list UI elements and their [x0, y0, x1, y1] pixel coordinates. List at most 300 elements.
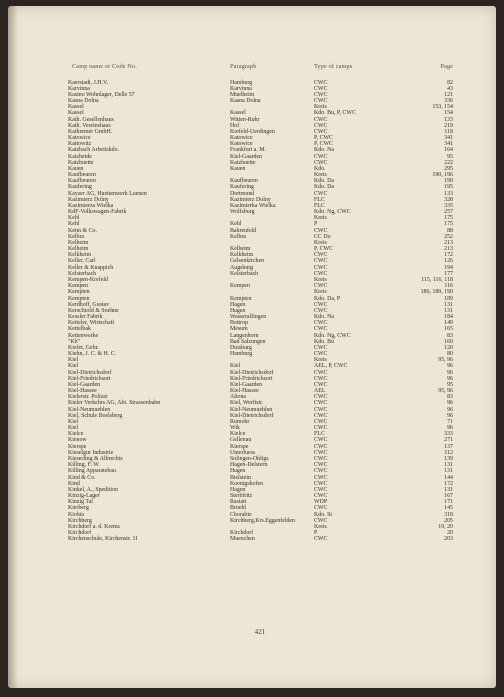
page-ref-cell: 88	[447, 227, 453, 234]
camp-name-cell: Kiel	[68, 357, 79, 364]
camp-name-cell: Kempten	[68, 295, 90, 302]
page-ref-cell: 177	[444, 270, 453, 277]
camp-name-cell: Kieserling & Albrechts	[68, 455, 123, 462]
page-ref-cell: 190	[444, 178, 453, 185]
page-ref-cell: 82	[447, 79, 453, 86]
header-page: Page	[440, 63, 453, 70]
paragraph-cell: Muelheim	[230, 91, 255, 98]
page-ref-cell: 131	[444, 307, 453, 314]
camp-name-cell: Kerschtold & Soehne	[68, 307, 119, 314]
page-ref-cell: 116	[444, 283, 453, 290]
page-ref-cell: 171	[444, 499, 453, 506]
camp-type-cell: Kreis	[314, 357, 327, 364]
camp-type-cell: CWC	[314, 369, 328, 376]
camp-name-cell: Katzheide	[68, 153, 92, 160]
camp-type-cell: CWC	[314, 480, 328, 487]
camp-type-cell: Kreis	[314, 215, 327, 222]
camp-name-cell: Kirchenschule, Kirchenstr. 11	[68, 536, 139, 543]
camp-type-cell: Kdo. Da, P	[314, 295, 341, 302]
camp-type-cell: CWC	[314, 468, 328, 475]
camp-name-cell: Kelbra	[68, 233, 85, 240]
table-row	[8, 536, 496, 542]
page-ref-cell: 19, 20	[438, 523, 453, 530]
paragraph-cell: Kaufering	[230, 184, 254, 191]
page-ref-cell: 120	[444, 344, 453, 351]
paragraph-cell: Hagen-Delstern	[230, 462, 268, 469]
page-ref-cell: 95, 96	[438, 357, 453, 364]
column-header	[8, 63, 496, 73]
camp-type-cell: CWC	[314, 425, 328, 432]
camp-type-cell: Kdo. Na	[314, 314, 334, 321]
page-ref-cell: 172	[444, 252, 453, 259]
camp-name-cell: Kempen-Krefeld	[68, 277, 108, 283]
camp-type-cell: CWC	[314, 437, 328, 444]
camp-name-cell: Kerdhoff, Gustav	[68, 301, 110, 308]
camp-type-cell: CWC	[314, 406, 328, 413]
camp-type-cell: AEL, P, CWC	[314, 363, 348, 370]
paragraph-cell: Rumohr	[230, 418, 250, 425]
camp-name-cell: Kelsterbach	[68, 270, 97, 277]
paragraph-cell: Langenhorn	[230, 332, 259, 339]
paragraph-cell: Kazimierz Dolny	[230, 196, 271, 203]
camp-name-cell: Kelheim	[68, 246, 89, 253]
camp-name-cell: Kath. Vereinshaus	[68, 122, 111, 129]
page-ref-cell: 222	[444, 159, 453, 166]
camp-listing	[8, 80, 496, 543]
page-ref-cell: 195	[444, 184, 453, 191]
camp-name-cell: Kelkheim	[68, 252, 92, 259]
page-ref-cell: 335	[444, 202, 453, 209]
camp-type-cell: CWC	[314, 91, 328, 98]
paragraph-cell: Kehl	[230, 221, 242, 228]
page-ref-cell: 333	[444, 431, 453, 438]
paragraph-cell: Katzhuette	[230, 159, 256, 166]
page-ref-cell: 160	[444, 338, 453, 345]
paragraph-cell: Kazimierka Wielka	[230, 202, 276, 209]
camp-name-cell: Kiel	[68, 363, 79, 370]
camp-type-cell: CWC	[314, 258, 328, 265]
paragraph-cell: Frankfurt a. M.	[230, 147, 266, 154]
camp-name-cell: Kayser AG, Huettenwerk Luenen	[68, 190, 147, 197]
page-ref-cell: 71	[447, 418, 453, 425]
camp-type-cell: P, CWC	[314, 246, 333, 253]
camp-name-cell: Killing, F. W.	[68, 462, 100, 469]
camp-type-cell: CWC	[314, 116, 328, 123]
page-ref-cell: 96	[447, 369, 453, 376]
paragraph-cell: Kiel-Hassee	[230, 388, 259, 395]
camp-name-cell: Kiel-Dietrichsdorf	[68, 369, 112, 376]
page-ref-cell: 213	[444, 246, 453, 253]
camp-type-cell: CWC	[314, 252, 328, 259]
page-ref-cell: 154	[444, 110, 453, 117]
camp-type-cell: CWC	[314, 122, 328, 129]
page-ref-cell: 190, 196	[432, 172, 453, 179]
header-paragraph: Paragraph	[230, 63, 257, 70]
camp-type-cell: P, CWC	[314, 135, 333, 142]
camp-type-cell: Kdo. Da	[314, 178, 334, 185]
paragraph-cell: Rastatt	[230, 499, 247, 506]
camp-type-cell: Kreis	[314, 289, 327, 296]
camp-name-cell: Kinkel, A., Spedition	[68, 486, 118, 493]
paragraph-cell: Kempen	[230, 283, 250, 290]
document-page	[8, 6, 496, 688]
page-ref-cell: 153, 154	[432, 104, 453, 111]
page-ref-cell: 145	[444, 505, 453, 512]
camp-name-cell: Kasino Wohnlager, Delle 57	[68, 91, 135, 98]
camp-name-cell: Kath. Gesellenhaus	[68, 116, 114, 123]
camp-name-cell: Kiel-Neumuehlen	[68, 406, 111, 413]
camp-type-cell: CWC	[314, 474, 328, 481]
camp-type-cell: CWC	[314, 394, 328, 401]
camp-type-cell: Kdo. Bu	[314, 338, 334, 345]
camp-type-cell: CWC	[314, 128, 328, 135]
page-ref-cell: 115, 116, 118	[421, 277, 453, 283]
page-ref-cell: 133	[444, 116, 453, 123]
page-ref-cell: 131	[444, 301, 453, 308]
paragraph-cell: Kempten	[230, 295, 252, 302]
camp-name-cell: Kinzig-Lager	[68, 493, 100, 500]
paragraph-cell: Hamburg	[230, 351, 253, 358]
camp-name-cell: Katowice	[68, 135, 91, 142]
page-ref-cell: 95	[447, 153, 453, 160]
camp-type-cell: CWC	[314, 344, 328, 351]
page-ref-cell: 80	[447, 351, 453, 358]
paragraph-cell: Hagen	[230, 486, 246, 493]
paragraph-cell: Bielstein	[230, 474, 251, 481]
page-ref-cell: 194	[444, 264, 453, 271]
paragraph-cell: Kassel	[230, 110, 246, 117]
page-ref-cell: 83	[447, 332, 453, 339]
camp-name-cell: Kind & Co.	[68, 474, 96, 481]
page-ref-cell: 126	[444, 258, 453, 265]
camp-type-cell: CWC	[314, 98, 328, 105]
camp-name-cell: Killing Apparatebau	[68, 468, 116, 475]
camp-type-cell: CWC	[314, 449, 328, 456]
paragraph-cell: Kiel-Dietrichsdorf	[230, 412, 274, 419]
page-ref-cell: 95, 96	[438, 388, 453, 395]
paragraph-cell: Kiel-Dietrichsdorf	[230, 369, 274, 376]
camp-name-cell: Kaufering	[68, 184, 92, 191]
page-ref-cell: 149	[444, 320, 453, 327]
header-camp-name: Camp name or Code No.	[72, 63, 137, 70]
camp-type-cell: P, CWC	[314, 141, 333, 148]
page-ref-cell: 118	[444, 128, 453, 135]
page-ref-cell: 341	[444, 141, 453, 148]
camp-type-cell: WDP	[314, 499, 328, 506]
camp-name-cell: Kierberg	[68, 505, 89, 512]
camp-type-cell: CWC	[314, 351, 328, 358]
camp-name-cell: Kauen	[68, 165, 84, 172]
camp-name-cell: Katzhuette	[68, 159, 94, 166]
camp-name-cell: Katzbach Arbeitskdo.	[68, 147, 120, 154]
camp-name-cell: Kassel	[68, 110, 84, 117]
camp-type-cell: P	[314, 530, 318, 537]
camp-type-cell: Kreis	[314, 104, 327, 111]
paragraph-cell: Witten-Ruhr	[230, 116, 260, 123]
camp-type-cell: CWC	[314, 320, 328, 327]
paragraph-cell: Katowice	[230, 135, 253, 142]
page-ref-cell: 139	[444, 455, 453, 462]
camp-name-cell: Keller & Knappich	[68, 264, 114, 271]
paragraph-cell: Kiel, Werftstr.	[230, 400, 264, 407]
camp-type-cell: FLC	[314, 431, 325, 438]
camp-name-cell: Kirchdorf a. d. Krems	[68, 523, 120, 530]
camp-type-cell: CWC	[314, 159, 328, 166]
camp-name-cell: Kiehn, J. C. & H. C.	[68, 351, 117, 358]
camp-name-cell: Kinzig Tal	[68, 499, 93, 506]
page-ref-cell: 83	[447, 394, 453, 401]
paragraph-cell: Kirchberg,Krs.Eggenfelden	[230, 517, 295, 524]
paragraph-cell: Duisburg	[230, 344, 252, 351]
page-ref-cell: 295	[444, 165, 453, 172]
page-ref-cell: 121	[444, 91, 453, 98]
camp-type-cell: CWC	[314, 79, 328, 86]
camp-name-cell: Kind	[68, 480, 80, 487]
page-ref-cell: 165	[444, 326, 453, 333]
paragraph-cell: Bottrop	[230, 320, 248, 327]
page-ref-cell: 96	[447, 412, 453, 419]
paragraph-cell: Wik	[230, 425, 240, 432]
camp-name-cell: Kielerstr. Polizei	[68, 394, 108, 401]
paragraph-cell: Hagen	[230, 301, 246, 308]
paragraph-cell: Kelheim	[230, 246, 251, 253]
camp-type-cell: FLC	[314, 196, 325, 203]
camp-name-cell: Kaerstadt, J.H.V.	[68, 79, 108, 86]
page-ref-cell: 257	[444, 209, 453, 216]
header-type-of-camps: Type of camps	[314, 63, 353, 70]
page-ref-cell: 133	[444, 190, 453, 197]
camp-name-cell: Kettenwerke	[68, 332, 99, 339]
page-ref-cell: 175	[444, 215, 453, 222]
paragraph-cell: Hagen	[230, 307, 246, 314]
paragraph-cell: Katowice	[230, 141, 253, 148]
camp-type-cell: Kdo.	[314, 165, 326, 172]
page-ref-cell: 175	[444, 221, 453, 228]
page-ref-cell: 341	[444, 135, 453, 142]
page-ref-cell: 20	[447, 530, 453, 537]
page-ref-cell: 167	[444, 493, 453, 500]
camp-type-cell: CWC	[314, 400, 328, 407]
camp-name-cell: Kiobia	[68, 511, 85, 518]
page-ref-cell: 131	[444, 468, 453, 475]
page-ref-cell: 252	[444, 233, 453, 240]
camp-name-cell: Kirchberg	[68, 517, 92, 524]
page-ref-cell: 271	[444, 437, 453, 444]
camp-name-cell: Ketteler, Wirtschaft	[68, 320, 115, 327]
paragraph-cell: Kielce	[230, 431, 246, 438]
camp-type-cell: CWC	[314, 85, 328, 92]
page-ref-cell: 203	[444, 536, 453, 543]
camp-type-cell: CWC	[314, 326, 328, 333]
paragraph-cell: Hamburg	[230, 79, 253, 86]
paragraph-cell: Koenigshofen	[230, 480, 264, 487]
paragraph-cell: Kirchdorf	[230, 530, 254, 537]
camp-name-cell: Kiel, Schule Boelsberg	[68, 412, 123, 419]
page-ref-cell: 96	[447, 425, 453, 432]
paragraph-cell: Altona	[230, 394, 247, 401]
paragraph-cell: Kiel	[230, 363, 241, 370]
camp-type-cell: Kdo. Da	[314, 184, 334, 191]
page-ref-cell: 219	[444, 122, 453, 129]
camp-type-cell: FLC	[314, 202, 325, 209]
page-ref-cell: 186, 189, 190	[420, 289, 453, 296]
camp-type-cell: CWC	[314, 517, 328, 524]
camp-type-cell: CWC	[314, 375, 328, 382]
camp-name-cell: Kierspe	[68, 443, 87, 450]
page-ref-cell: 189	[444, 295, 453, 302]
camp-name-cell: Kattowitz	[68, 141, 92, 148]
camp-name-cell: Kiel-Friedrichsort	[68, 375, 111, 382]
camp-type-cell: CWC	[314, 381, 328, 388]
paragraph-cell: Muenchen	[230, 536, 255, 543]
page-ref-cell: 131	[444, 486, 453, 493]
camp-type-cell: CWC	[314, 443, 328, 450]
paragraph-cell: Wolfsburg	[230, 209, 255, 216]
camp-type-cell: CWC	[314, 462, 328, 469]
camp-name-cell: Kasna Dolna	[68, 98, 99, 105]
page-number	[8, 628, 496, 636]
paragraph-cell: Kiel-Neumuehlen	[230, 406, 273, 413]
camp-type-cell: CWC	[314, 270, 328, 277]
paragraph-cell: Kierspe	[230, 443, 249, 450]
paragraph-cell: Krefeld-Uerdingen	[230, 128, 275, 135]
paragraph-cell: Unterluess	[230, 449, 256, 456]
camp-type-cell: CWC	[314, 486, 328, 493]
camp-type-cell: CWC	[314, 283, 328, 290]
page-ref-cell: 172	[444, 480, 453, 487]
camp-name-cell: Kathreiner GmbH.	[68, 128, 113, 135]
page-ref-cell: 96	[447, 406, 453, 413]
camp-type-cell: P	[314, 221, 318, 228]
paragraph-cell: Hagen	[230, 468, 246, 475]
paragraph-cell: Dortmund	[230, 190, 255, 197]
camp-type-cell: Kdo. Na	[314, 147, 334, 154]
page-ref-cell: 184	[444, 314, 453, 321]
camp-name-cell: Kehl	[68, 221, 80, 228]
camp-name-cell: Kelheim	[68, 239, 89, 246]
camp-name-cell: Kienow	[68, 437, 87, 444]
camp-name-cell: Kazimierza Wielka	[68, 202, 114, 209]
camp-type-cell: CWC	[314, 412, 328, 419]
camp-type-cell: AEL	[314, 388, 326, 395]
paragraph-cell: Kiel-Friedrichsort	[230, 375, 273, 382]
paragraph-cell: Augsburg	[230, 264, 254, 271]
paragraph-cell: Kaufbeuren	[230, 178, 258, 185]
camp-type-cell: CWC	[314, 493, 328, 500]
page-ref-cell: 318	[444, 511, 453, 518]
camp-type-cell: CWC	[314, 455, 328, 462]
paragraph-cell: Solingen-Ohligs	[230, 455, 269, 462]
camp-name-cell: Kehl	[68, 215, 80, 222]
camp-type-cell: Kreis	[314, 523, 327, 530]
paragraph-cell: Karvinna	[230, 85, 252, 92]
camp-name-cell: Kaufbeuren	[68, 178, 96, 185]
camp-name-cell: Kettelbak	[68, 326, 91, 333]
camp-type-cell: Kdo. St	[314, 511, 333, 518]
camp-name-cell: Kielce	[68, 431, 84, 438]
page-ref-cell: 205	[444, 517, 453, 524]
page-ref-cell: 336	[444, 98, 453, 105]
page-ref-cell: 131	[444, 462, 453, 469]
camp-name-cell: Kiel	[68, 418, 79, 425]
paragraph-cell: Kelkheim	[230, 252, 254, 259]
paragraph-cell: Bad Salzungen	[230, 338, 266, 345]
camp-name-cell: KdF-Volkswagen-Fabrik	[68, 209, 127, 216]
camp-type-cell: CWC	[314, 505, 328, 512]
camp-name-cell: "Kh"	[68, 338, 81, 345]
camp-name-cell: Kassel	[68, 104, 84, 111]
camp-type-cell: CWC	[314, 190, 328, 197]
camp-type-cell: CWC	[314, 301, 328, 308]
camp-type-cell: Kdo. Ng, CWC	[314, 332, 351, 339]
paragraph-cell: Kelbra	[230, 233, 247, 240]
page-ref-cell: 137	[444, 443, 453, 450]
camp-name-cell: Kiel	[68, 425, 79, 432]
camp-name-cell: Kiefer, Gebr.	[68, 344, 99, 351]
page-ref-cell: 112	[444, 449, 453, 456]
camp-type-cell: CWC	[314, 307, 328, 314]
paragraph-cell: Kauen	[230, 165, 246, 172]
camp-name-cell: Keim & Co.	[68, 227, 97, 234]
camp-type-cell: Kdo. Ng, CWC	[314, 209, 351, 216]
camp-name-cell: Kirchdorf	[68, 530, 92, 537]
camp-type-cell: Kreis	[314, 239, 327, 246]
page-ref-cell: 213	[444, 239, 453, 246]
camp-type-cell: Kreis	[314, 172, 327, 179]
page-ref-cell: 95	[447, 381, 453, 388]
page-ref-cell: 96	[447, 375, 453, 382]
page-number-text: 421	[254, 628, 266, 636]
page-ref-cell: 164	[444, 147, 453, 154]
camp-type-cell: CWC	[314, 264, 328, 271]
camp-name-cell: Kiel-Hassee	[68, 388, 97, 395]
page-ref-cell: 144	[444, 474, 453, 481]
camp-name-cell: Kessler Fabrik	[68, 314, 103, 321]
paragraph-cell: Gelsenkirchen	[230, 258, 265, 265]
paragraph-cell: Bahrenfeld	[230, 227, 257, 234]
camp-name-cell: Kempten	[68, 289, 90, 296]
page-ref-cell: 328	[444, 196, 453, 203]
camp-name-cell: Kieler Verkehrs AG, Abt. Strassenbahn	[68, 400, 161, 407]
camp-name-cell: Kempen	[68, 283, 88, 290]
camp-name-cell: Kaufbeuren	[68, 172, 96, 179]
camp-type-cell: CWC	[314, 536, 328, 543]
camp-type-cell: CWC	[314, 227, 328, 234]
paragraph-cell: Chorabie	[230, 511, 252, 518]
page-ref-cell: 96	[447, 363, 453, 370]
camp-type-cell: CWC	[314, 418, 328, 425]
paragraph-cell: Hof	[230, 122, 240, 129]
page-ref-cell: 96	[447, 400, 453, 407]
paragraph-cell: Bruehl	[230, 505, 247, 512]
camp-type-cell: CC Do	[314, 233, 331, 240]
camp-type-cell: Kreis	[314, 277, 327, 283]
paragraph-cell: Mesum	[230, 326, 248, 333]
paragraph-cell: Kasna Dolna	[230, 98, 261, 105]
camp-name-cell: Karvinna	[68, 85, 90, 92]
paragraph-cell: Kiel-Gaarden	[230, 153, 263, 160]
camp-name-cell: Kiel-Gaarden	[68, 381, 101, 388]
camp-type-cell: Kdo. Bu, P, CWC	[314, 110, 356, 117]
paragraph-cell: Wasseralfingen	[230, 314, 267, 321]
paragraph-cell: Sterbfritz	[230, 493, 253, 500]
camp-name-cell: Kazimierz Dolny	[68, 196, 109, 203]
camp-name-cell: Keller, Carl	[68, 258, 96, 265]
paragraph-cell: Kiel-Gaarden	[230, 381, 263, 388]
paragraph-cell: Gellenau	[230, 437, 252, 444]
camp-type-cell: CWC	[314, 153, 328, 160]
paragraph-cell: Kelsterbach	[230, 270, 259, 277]
